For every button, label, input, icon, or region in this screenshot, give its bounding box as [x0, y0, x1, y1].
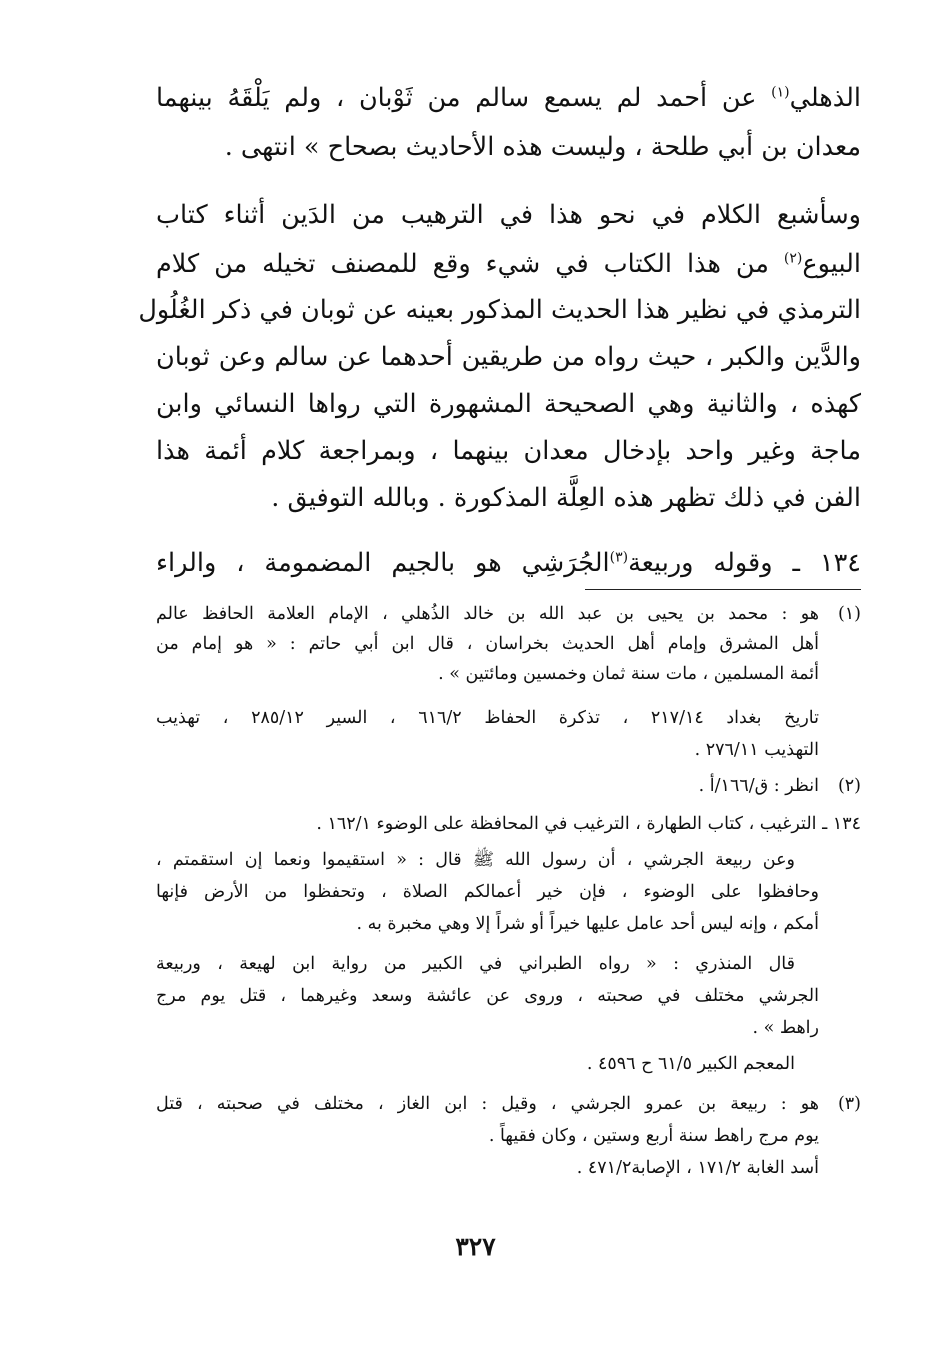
main-text-line — [156, 244, 861, 284]
footnote-ref: (٢) — [783, 250, 803, 267]
footnote-number: (٢) — [837, 776, 861, 796]
footnote-line: أسد الغابة ١٧١/٢ ، الإصابة٤٧١/٢ . — [576, 1158, 819, 1178]
main-text-span: عن أحمد لم يسمع سالم من ثَوْبان ، ولم يَلْقَهُ بينهما — [156, 83, 772, 113]
footnote-ref: (٣) — [609, 549, 629, 566]
footnote-line: أهل المشرق وإمام أهل الحديث بخراسان ، قال ابن أبي حاتم : « هو إمام من — [156, 634, 819, 654]
footnote-line: قال المنذري : « رواه الطبراني في الكبير من رواية ابن لهيعة ، وربيعة — [156, 954, 795, 974]
footnote-line: أئمة المسلمين ، مات سنة ثمان وخمسين ومائتين » . — [438, 664, 819, 684]
main-text-span: من هذا الكتاب في شيء وقع للمصنف تخيله من كلام — [156, 249, 784, 279]
footnote-line: انظر : ق/١٦٦/أ . — [698, 776, 819, 796]
footnote-separator — [585, 589, 861, 590]
footnote-line: يوم مرج راهط سنة أربع وستين ، وكان فقيهاً . — [488, 1126, 819, 1146]
main-text-span: البيوع — [802, 249, 861, 279]
footnote-number: (١) — [837, 604, 861, 624]
page-number: ٣٢٧ — [455, 1232, 496, 1261]
footnote-line: وحافظوا على الوضوء ، فإن خير أعمالكم الصلاة ، وتحفظوا من الأرض فإنها — [156, 882, 819, 902]
footnote-line: تاريخ بغداد ٢١٧/١٤ ، تذكرة الحفاظ ٦١٦/٢ ، السير ٢٨٥/١٢ ، تهذيب — [156, 708, 819, 728]
main-text-line: الفن في ذلك تظهر هذه العِلَّة المذكورة . وبالله التوفيق . — [271, 483, 861, 513]
footnote-line: وعن ربيعة الجرشي ، أن رسول الله ﷺ قال : « استقيموا ونعما إن استقمتم ، — [156, 850, 795, 870]
footnote-line: راهط » . — [752, 1018, 819, 1038]
footnote-line: التهذيب ٢٧٦/١١ . — [694, 740, 819, 760]
footnote-number: (٣) — [837, 1094, 861, 1114]
main-text-line: الترمذي في نظير هذا الحديث المذكور بعينه عن ثوبان في ذكر الغُلُول — [138, 295, 861, 325]
main-text-span: الذهلي — [789, 83, 861, 113]
main-text-line: ماجة وغير واحد بإدخال معدان بينهما ، وبمراجعة كلام أئمة هذا — [156, 436, 861, 466]
main-text-line: معدان بن أبي طلحة ، وليست هذه الأحاديث بصحاح » انتهى . — [224, 132, 861, 162]
footnote-ref: (١) — [771, 84, 790, 101]
main-text-line: كهذه ، والثانية وهي الصحيحة المشهورة التي رواها النسائي وابن — [156, 389, 861, 419]
main-text-line — [156, 78, 861, 118]
main-text-line: وسأشبع الكلام في نحو هذا في الترهيب من الدَين أثناء كتاب — [156, 200, 861, 230]
main-text-span: ١٣٤ ـ وقوله وربيعة — [628, 548, 861, 578]
main-text-line: والدَّين والكبر ، حيث رواه من طريقين أحدهما عن سالم وعن ثوبان — [156, 342, 861, 372]
main-text-line — [156, 543, 861, 583]
footnote-line: هو : محمد بن يحيى بن عبد الله بن خالد الذُهلي ، الإمام العلامة الحافظ عالم — [156, 604, 819, 624]
footnote-line: هو : ربيعة بن عمرو الجرشي ، وقيل : ابن الغاز ، مختلف في صحبته ، قتل — [156, 1094, 819, 1114]
footnote-line: أمكم ، وإنه ليس أحد عامل عليها خيراً أو شراً إلا وهي مخبرة به . — [356, 914, 819, 934]
footnote-line: الجرشي مختلف في صحبته ، وروى عن عائشة وسعد وغيرهما ، قتل يوم مرج — [156, 986, 819, 1006]
footnote-line: ١٣٤ ـ الترغيب ، كتاب الطهارة ، الترغيب في المحافظة على الوضوء ١٦٢/١ . — [316, 814, 861, 834]
footnote-line: المعجم الكبير ٦١/٥ ح ٤٥٩٦ . — [586, 1054, 795, 1074]
main-text-span: الجُرَشِي هو بالجيم المضمومة ، والراء — [156, 548, 610, 578]
